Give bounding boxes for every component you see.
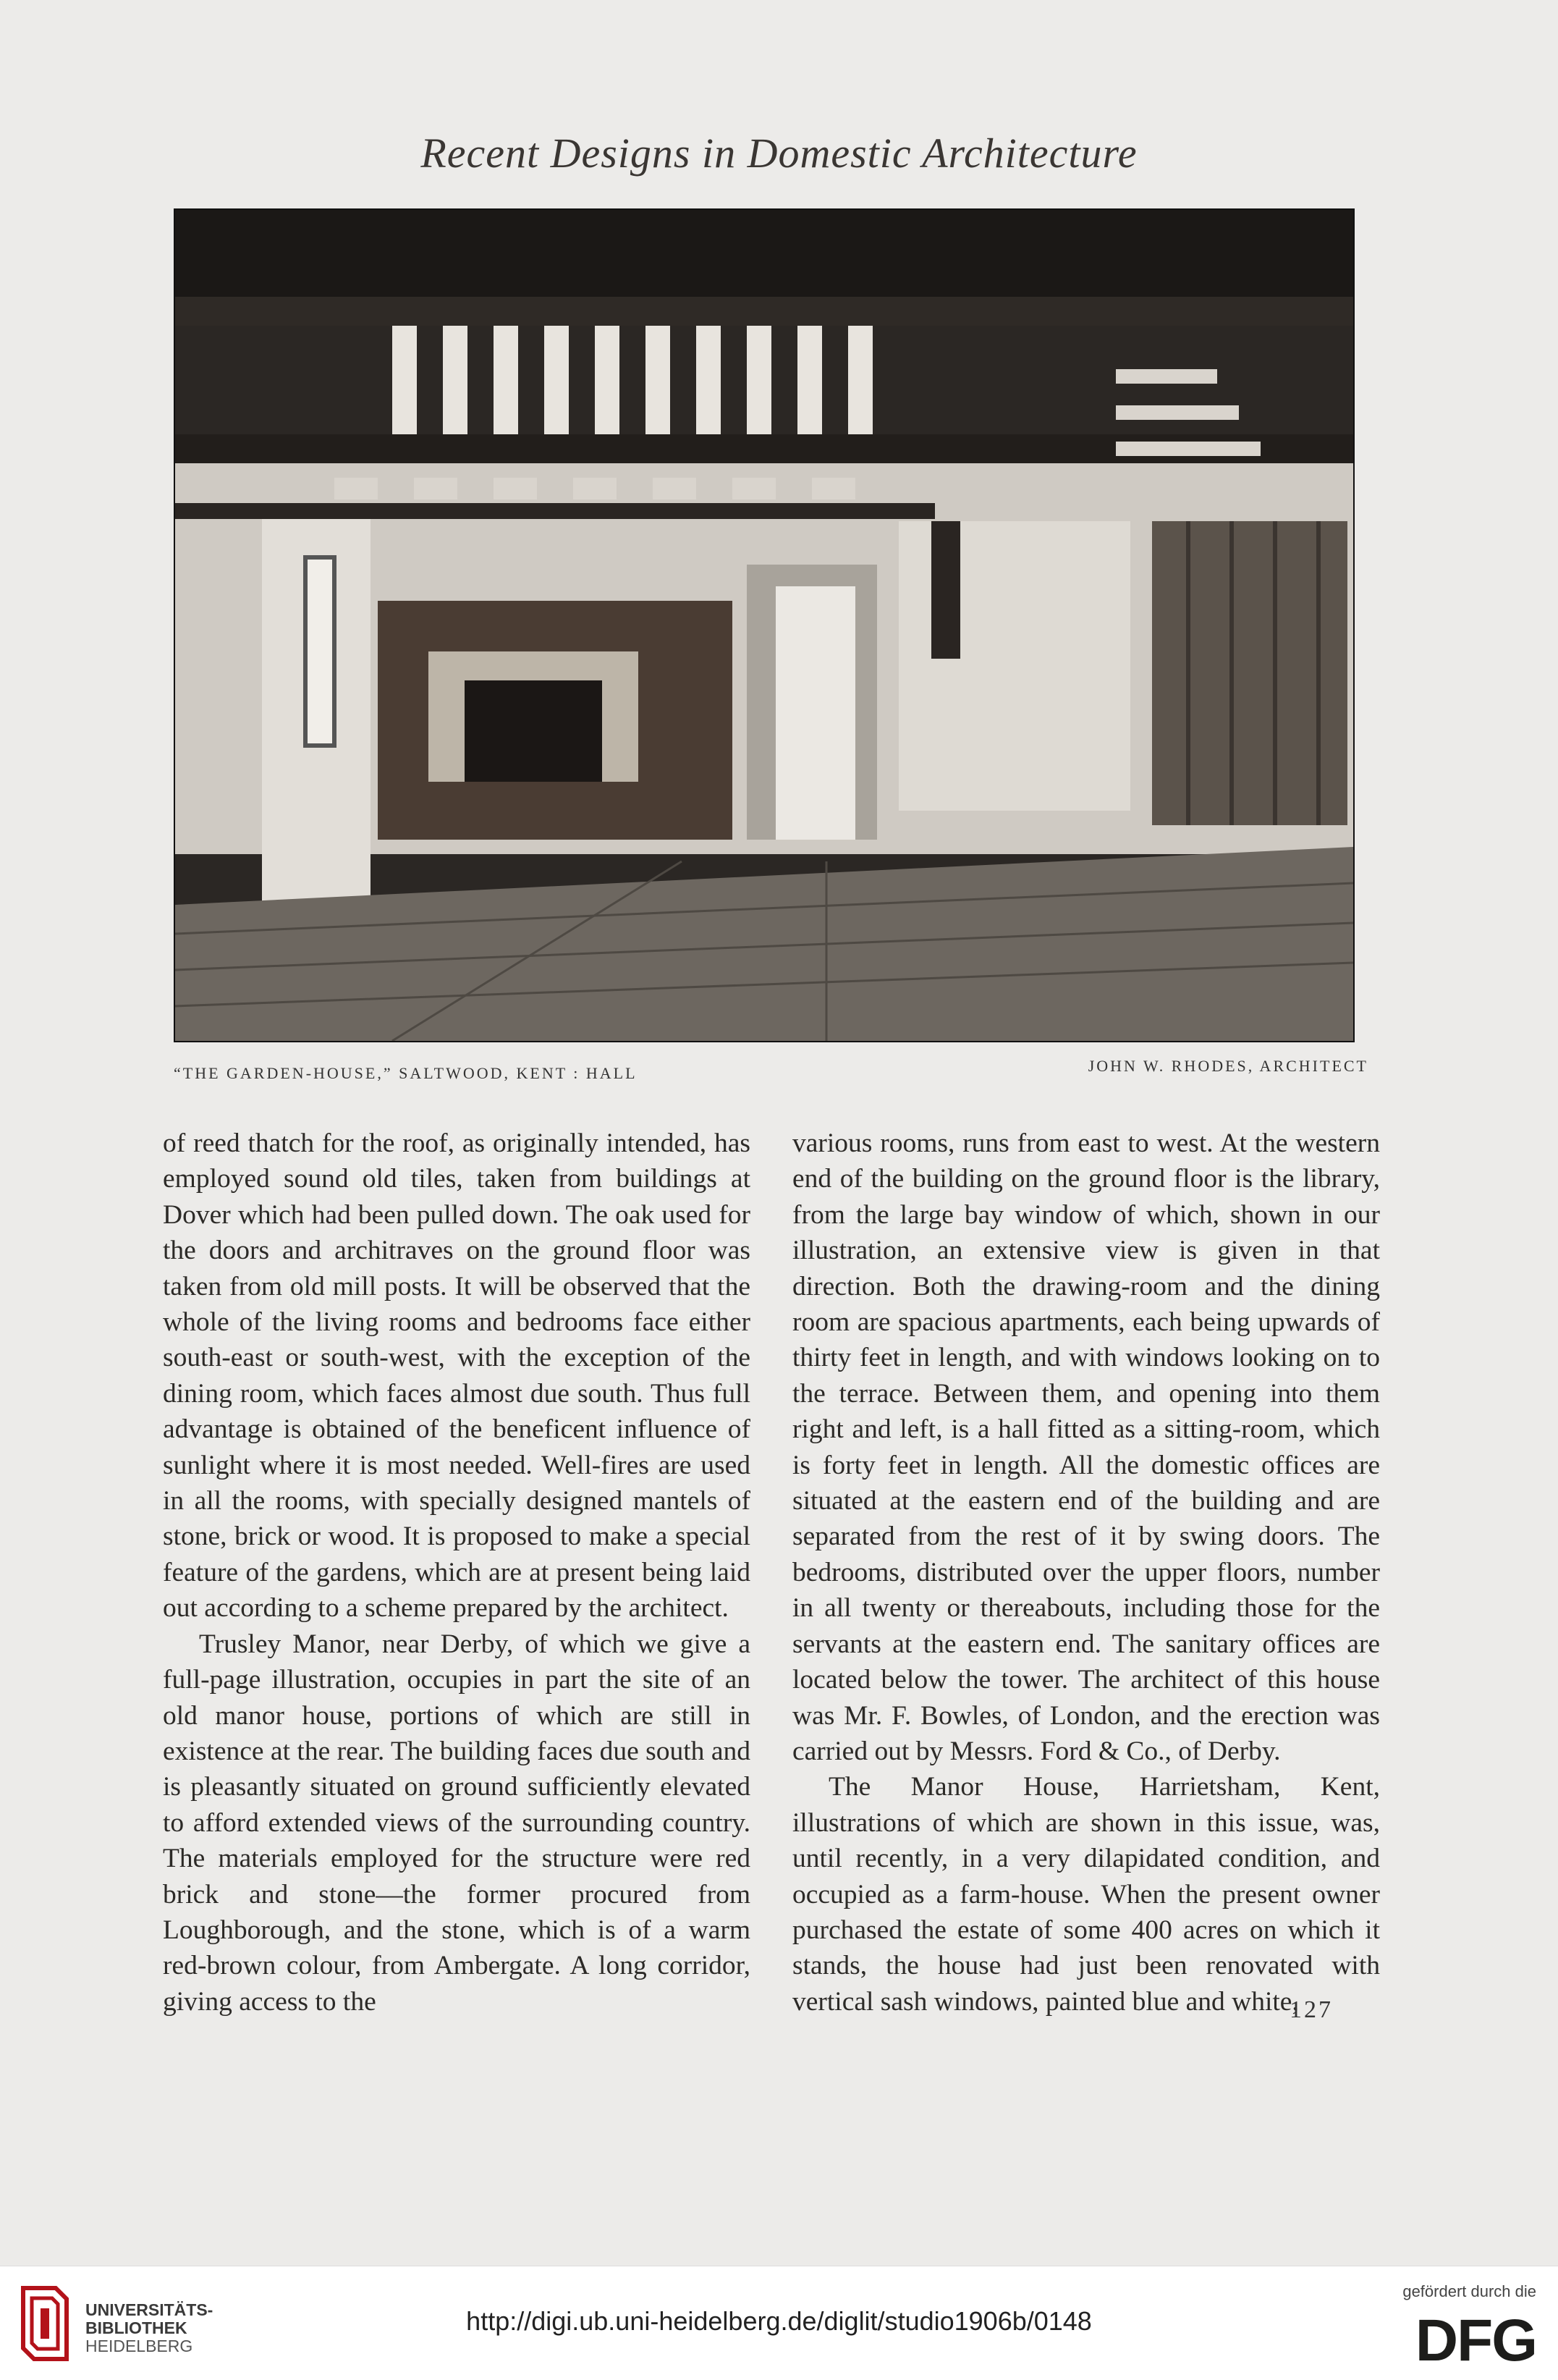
digitization-footer <box>0 2266 1558 2380</box>
funding-label: gefördert durch die <box>1402 2282 1536 2300</box>
running-head: Recent Designs in Domestic Architecture <box>420 130 1138 177</box>
page-number: 127 <box>1290 1996 1333 2023</box>
left-text-column <box>163 1126 750 2020</box>
paragraph: of reed thatch for the roof, as originally intended, has employed sound old tiles, taken from buildings at Dover which had been pulled down. The oak used for the doors and architraves on the ground floor was taken from old mill posts. It will be observed that the whole of the living rooms and bedrooms face either south-east or south-west, with the exception of the dining room, which faces almost due south. Thus full advantage is obtained of the beneficent influence of sunlight where it is most needed. Well-fires are used in all the rooms, with specially designed mantels of stone, brick or wood. It is proposed to make a special feature of the gardens, which are at present being laid out according to a scheme prepared by the architect. <box>163 1128 750 1624</box>
library-name-line: UNIVERSITÄTS- <box>85 2300 213 2319</box>
hall-interior-illustration <box>175 210 1353 1041</box>
library-name-line: BIBLIOTHEK <box>85 2318 187 2337</box>
hall-photograph <box>174 208 1355 1042</box>
permalink[interactable]: http://digi.ub.uni-heidelberg.de/diglit/studio1906b/0148 <box>466 2306 1092 2336</box>
library-name-line: HEIDELBERG <box>85 2337 193 2355</box>
plate-caption: “THE GARDEN-HOUSE,” SALTWOOD, KENT : HALL <box>174 1064 638 1082</box>
right-text-column <box>792 1126 1380 2020</box>
dfg-logo: DFG <box>1415 2308 1536 2373</box>
architect-credit: JOHN W. RHODES, ARCHITECT <box>1088 1057 1368 1075</box>
paragraph: Trusley Manor, near Derby, of which we give a full-page illustration, occupies in part the site of an old manor house, portions of which are still in existence at the rear. The building faces due south and is pleasantly situated on ground sufficiently elevated to afford extended views of the surrounding country. The materials employed for the structure were red brick and stone—the former procured from Loughborough, and the stone, which is of a warm red-brown colour, from Ambergate. A long corridor, giving access to the <box>163 1629 750 2017</box>
paragraph: various rooms, runs from east to west. At the western end of the building on the ground floor is the library, from the large bay window of which, shown in our illustration, an extensive view is given in that direction. Both the drawing-room and the dining room are spacious apartments, each being upwards of thirty feet in length, and with windows looking on to the terrace. Between them, and opening into them right and left, is a hall fitted as a sitting-room, which is forty feet in length. All the domestic offices are situated at the eastern end of the building and are separated from the rest of it by swing doors. The bedrooms, distributed over the upper floors, number in all twenty or thereabouts, including those for the servants at the eastern end. The sanitary offices are located below the tower. The architect of this house was Mr. F. Bowles, of London, and the erection was carried out by Messrs. Ford & Co., of Derby. <box>792 1128 1380 1766</box>
paragraph: The Manor House, Harrietsham, Kent, illustrations of which are shown in this issue, was, until recently, in a very dilapidated condition, and occupied as a farm-house. When the present owner purchased the estate of some 400 acres on which it stands, the house had just been renovated with vertical sash windows, painted blue and white, <box>792 1772 1380 2017</box>
